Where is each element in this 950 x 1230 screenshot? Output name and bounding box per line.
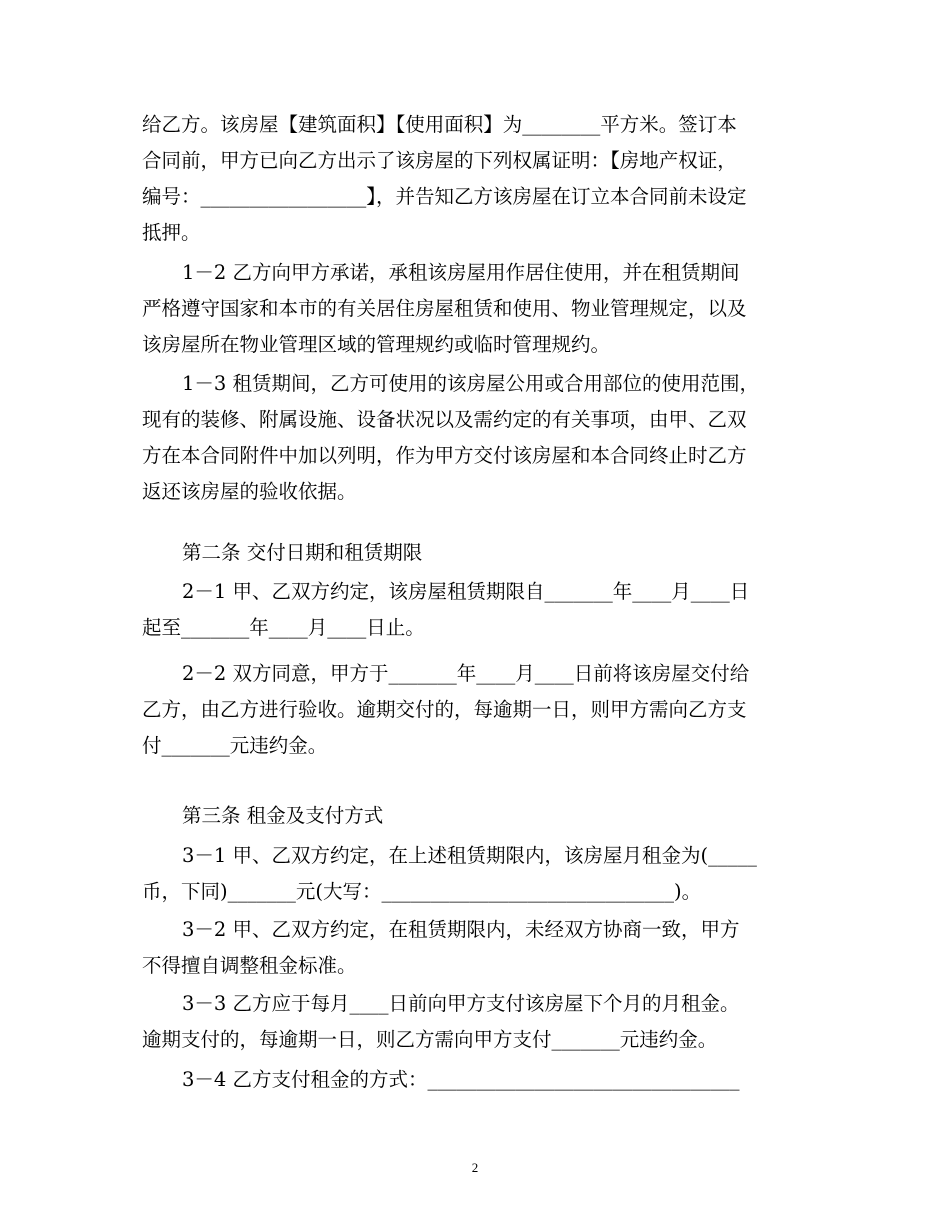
paragraph-3-3 [142, 986, 812, 1058]
text-line: 1－2 乙方向甲方承诺，承租该房屋用作居住使用，并在租赁期间 [182, 261, 740, 284]
text-line: 编号：_________________】，并告知乙方该房屋在订立本合同前未设定 [142, 185, 747, 208]
text-line: 该房屋所在物业管理区域的管理规约或临时管理规约。 [142, 333, 611, 356]
text-line: 1－3 租赁期间，乙方可使用的该房屋公用或合用部位的使用范围， [182, 372, 760, 395]
paragraph-2-2 [142, 656, 812, 764]
text-line: 逾期支付的，每逾期一日，则乙方需向甲方支付_______元违约金。 [142, 1028, 718, 1051]
text-line: 3－4 乙方支付租金的方式：________________________________ [182, 1068, 740, 1091]
text-line: 币，下同)_______元(大写：______________________________)。 [142, 880, 702, 903]
text-line: 不得擅自调整租金标准。 [142, 954, 357, 977]
text-line: 方在本合同附件中加以列明，作为甲方交付该房屋和本合同终止时乙方 [142, 444, 747, 467]
text-line: 乙方，由乙方进行验收。逾期交付的，每逾期一日，则甲方需向乙方支 [142, 698, 747, 721]
article-2-heading: 第二条 交付日期和租赁期限 [182, 541, 423, 564]
text-line: 返还该房屋的验收依据。 [142, 480, 357, 503]
paragraph-1-3 [142, 366, 812, 510]
text-line: 合同前，甲方已向乙方出示了该房屋的下列权属证明：【房地产权证， [142, 149, 737, 172]
paragraph-1-1-continued [142, 107, 812, 251]
text-line: 3－1 甲、乙双方约定，在上述租赁期限内，该房屋月租金为(_____ [182, 844, 757, 867]
paragraph-3-1 [142, 838, 812, 910]
page-number: 2 [471, 1160, 479, 1175]
paragraph-2-1 [142, 574, 812, 646]
text-line: 抵押。 [142, 221, 201, 244]
text-line: 给乙方。该房屋【建筑面积】【使用面积】为________平方米。签订本 [142, 113, 737, 136]
text-line: 现有的装修、附属设施、设备状况以及需约定的有关事项，由甲、乙双 [142, 408, 747, 431]
article-3-heading: 第三条 租金及支付方式 [182, 804, 384, 827]
text-line: 2－2 双方同意，甲方于_______年____月____日前将该房屋交付给 [182, 662, 750, 685]
text-line: 3－3 乙方应于每月____日前向甲方支付该房屋下个月的月租金。 [182, 992, 740, 1015]
text-line: 严格遵守国家和本市的有关居住房屋租赁和使用、物业管理规定，以及 [142, 297, 747, 320]
text-line: 3－2 甲、乙双方约定，在租赁期限内，未经双方协商一致，甲方 [182, 918, 740, 941]
text-line: 起至_______年____月____日止。 [142, 616, 425, 639]
text-line: 2－1 甲、乙双方约定，该房屋租赁期限自_______年____月____日 [182, 580, 750, 603]
paragraph-3-4 [142, 1062, 812, 1098]
paragraph-3-2 [142, 912, 812, 984]
paragraph-1-2 [142, 255, 812, 363]
text-line: 付_______元违约金。 [142, 734, 328, 757]
